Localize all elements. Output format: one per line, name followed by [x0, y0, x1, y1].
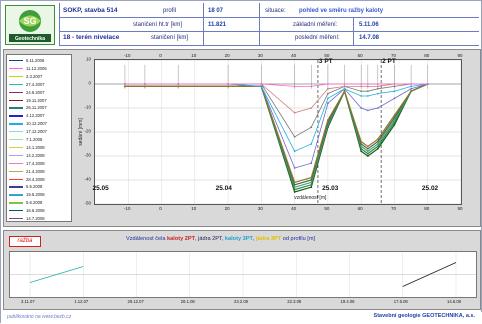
- legend-label: 17.12.2007: [26, 129, 47, 135]
- legend-item: [9, 89, 71, 96]
- settlement-chart: [3, 49, 481, 227]
- x-tick-label: 1.12.07: [74, 299, 89, 304]
- legend-swatch: [9, 60, 23, 61]
- profil-label: profil: [163, 8, 177, 14]
- series-point: [360, 146, 362, 148]
- series-point: [310, 177, 312, 179]
- legend-swatch: [9, 100, 23, 101]
- jadra-3pt-label: jádra 3PT: [255, 236, 282, 242]
- series-point: [327, 119, 329, 121]
- legend-item: [9, 81, 71, 88]
- series-point: [377, 146, 379, 148]
- series-point: [294, 191, 296, 193]
- divider: [59, 3, 60, 46]
- x-tick-label-bottom: 40: [291, 206, 297, 211]
- series-point: [310, 126, 312, 128]
- series-point: [377, 83, 379, 85]
- series-point: [144, 83, 146, 85]
- divider: [59, 17, 479, 18]
- series-point: [294, 184, 296, 186]
- legend-item: [9, 112, 71, 119]
- series-point: [360, 90, 362, 92]
- series-point: [427, 83, 429, 85]
- x-tick-label-bottom: 10: [191, 206, 197, 211]
- y-tick-label: -10: [84, 104, 91, 110]
- series-point: [294, 86, 296, 88]
- stan-label: staničení [km]: [151, 35, 189, 41]
- x-tick-label: 23.2.08: [234, 299, 248, 304]
- series-point: [344, 86, 346, 88]
- x-tick-label-bottom: 50: [324, 206, 330, 211]
- series-point: [344, 88, 346, 90]
- series-point: [360, 143, 362, 145]
- legend-label: 27.4.2007: [26, 81, 45, 87]
- series-point: [377, 141, 379, 143]
- legend-item: [9, 128, 71, 135]
- series-point: [310, 186, 312, 188]
- excavation-panel: [3, 230, 481, 310]
- series-point: [394, 98, 396, 100]
- series-point: [377, 88, 379, 90]
- divider: [353, 17, 354, 46]
- series-point: [294, 136, 296, 138]
- profil-value: 18 07: [208, 8, 224, 14]
- legend-label: 11.12.2006: [26, 65, 47, 71]
- legend-item: [9, 104, 71, 111]
- x-tick-label: 26.1.08: [180, 299, 195, 304]
- x-tick-label-bottom: -10: [124, 206, 131, 211]
- series-point: [227, 83, 229, 85]
- legend-item: [9, 144, 71, 151]
- series-point: [367, 150, 369, 152]
- series-point: [177, 86, 179, 88]
- razba-label: ražba: [9, 236, 41, 247]
- series-point: [144, 86, 146, 88]
- divider: [59, 31, 479, 32]
- divider: [59, 45, 479, 46]
- series-point: [377, 86, 379, 88]
- title-prefix: Vzdálenost čela: [126, 236, 168, 242]
- series-point: [367, 83, 369, 85]
- legend-item: [9, 65, 71, 72]
- series-point: [327, 102, 329, 104]
- series-point: [360, 148, 362, 150]
- series-point: [367, 148, 369, 150]
- x-tick-label-top: 50: [324, 53, 330, 58]
- x-tick-label-bottom: 30: [257, 206, 263, 211]
- x-tick-label-top: 10: [191, 53, 197, 58]
- title-suffix: od profilu [m]: [281, 236, 316, 242]
- x-tick-label-bottom: 0: [159, 206, 162, 211]
- legend-label: 5.6.2008: [26, 200, 43, 206]
- series-point: [294, 150, 296, 152]
- series-point: [310, 162, 312, 164]
- series-point: [227, 86, 229, 88]
- series-point: [360, 150, 362, 152]
- svg-text:SG: SG: [23, 16, 37, 26]
- x-tick-label-top: 90: [457, 53, 463, 58]
- x-tick-label: 29.12.07: [127, 299, 144, 304]
- series-point: [310, 179, 312, 181]
- series-point: [124, 83, 126, 85]
- series-point: [377, 148, 379, 150]
- stan-ht-value: 11.821: [208, 22, 227, 28]
- series-point: [310, 143, 312, 145]
- y-tick-label: 10: [85, 56, 91, 62]
- series-point: [360, 86, 362, 88]
- footer-company: Stavební geologie GEOTECHNIKA, a.s.: [373, 313, 475, 319]
- legend-swatch: [9, 139, 23, 140]
- series-point: [377, 143, 379, 145]
- series-point: [294, 112, 296, 114]
- series-point: [310, 184, 312, 186]
- legend-label: 24.9.2007: [26, 89, 45, 95]
- station-name-label: 25.03: [322, 185, 339, 192]
- legend-item: [9, 168, 71, 175]
- series-point: [360, 141, 362, 143]
- separator: ,: [221, 236, 225, 242]
- station-name: 18 - terén nivelace: [63, 34, 120, 41]
- legend-item: [9, 136, 71, 143]
- legend-item: [9, 191, 71, 198]
- legend-item: [9, 215, 71, 222]
- posledni-value: 14.7.08: [359, 35, 380, 41]
- series-point: [294, 189, 296, 191]
- series-point: [260, 83, 262, 85]
- legend-item: [9, 152, 71, 159]
- series-point: [367, 155, 369, 157]
- series-point: [394, 114, 396, 116]
- legend-swatch: [9, 92, 23, 93]
- separator: ,: [195, 236, 199, 242]
- series-point: [327, 93, 329, 95]
- series-point: [377, 107, 379, 109]
- legend-label: 14.2.2008: [26, 152, 45, 158]
- divider: [203, 3, 204, 46]
- x-tick-label-bottom: 90: [457, 206, 463, 211]
- series-point: [377, 93, 379, 95]
- series-point: [367, 153, 369, 155]
- legend-label: 2.3.2007: [26, 73, 43, 79]
- legend-item: [9, 120, 71, 127]
- x-tick-label-top: 0: [159, 53, 162, 58]
- x-tick-label-bottom: 20: [224, 206, 230, 211]
- legend-swatch: [9, 218, 23, 219]
- series-point: [394, 86, 396, 88]
- series-point: [260, 86, 262, 88]
- legend-swatch: [9, 186, 23, 187]
- x-tick-label: 22.3.08: [287, 299, 302, 304]
- series-point: [327, 88, 329, 90]
- y-tick-label: 0: [88, 80, 91, 86]
- legend-label: 21.4.2008: [26, 168, 45, 174]
- legend-label: 5.11.2006: [26, 58, 45, 63]
- x-tick-label: 3.11.07: [21, 299, 35, 304]
- legend-swatch: [9, 84, 23, 85]
- legend-swatch: [9, 210, 23, 211]
- y-tick-label: -40: [84, 176, 91, 182]
- series-point: [294, 182, 296, 184]
- series-point: [124, 86, 126, 88]
- stan-ht-label: staničení ht.tr [km]: [133, 22, 183, 28]
- x-tick-label-bottom: 60: [357, 206, 363, 211]
- report-header: [3, 3, 481, 47]
- series-point: [367, 90, 369, 92]
- x-tick-label-bottom: 70: [390, 206, 396, 211]
- tunnel-axis-label: 3 PT: [318, 58, 333, 65]
- legend-label: 26.11.2007: [26, 105, 47, 111]
- series-point: [410, 83, 412, 85]
- legend-item: [9, 183, 71, 190]
- series-point: [360, 95, 362, 97]
- series-point: [344, 90, 346, 92]
- legend-label: 19.5.2008: [26, 192, 45, 198]
- x-tick-label: 14.6.08: [447, 299, 461, 304]
- situace-value: pohled ve směru ražby kaloty: [299, 8, 384, 14]
- x-tick-label-top: 80: [424, 53, 430, 58]
- tunnel-axis-label: 2 PT: [382, 58, 396, 65]
- series-point: [394, 90, 396, 92]
- settlement-plot-area: [94, 59, 462, 205]
- legend-label: 4.12.2007: [26, 113, 45, 119]
- company-logo: [5, 5, 55, 45]
- legend-label: 17.4.2008: [26, 160, 45, 166]
- legend-label: 10.12.2007: [26, 121, 47, 127]
- y-tick-label: -50: [84, 200, 91, 206]
- x-tick-label-top: 40: [291, 53, 297, 58]
- legend-label: 7.1.2008: [26, 137, 43, 142]
- x-tick-label-top: 30: [257, 53, 263, 58]
- legend-swatch: [9, 123, 23, 124]
- legend-item: [9, 199, 71, 206]
- legend-swatch: [9, 163, 23, 164]
- series-point: [294, 186, 296, 188]
- series-point: [410, 90, 412, 92]
- legend-item: [9, 97, 71, 104]
- legend-swatch: [9, 147, 23, 148]
- legend-swatch: [9, 131, 23, 132]
- footer-source: publikováno na www.bezb.cz: [7, 314, 72, 320]
- series-point: [410, 86, 412, 88]
- series-point: [177, 83, 179, 85]
- legend-label: 28.4.2008: [26, 176, 45, 182]
- series-point: [327, 83, 329, 85]
- x-tick-label-top: 20: [224, 53, 230, 58]
- series-point: [344, 83, 346, 85]
- x-tick-label-top: 60: [357, 53, 363, 58]
- legend-swatch: [9, 202, 23, 203]
- x-tick-label-bottom: 80: [424, 206, 430, 211]
- divider: [259, 3, 260, 46]
- legend-item: [9, 207, 71, 214]
- legend-swatch: [9, 115, 23, 116]
- zakladni-label: základní měření:: [293, 22, 338, 28]
- legend-label: 14.7.2008: [26, 216, 45, 221]
- series-point: [360, 107, 362, 109]
- legend-swatch: [9, 76, 23, 77]
- x-axis-label: vzdálenost [m]: [294, 195, 327, 201]
- jadra-2pt-label: jádra 2PT: [198, 236, 222, 242]
- series-point: [377, 138, 379, 140]
- series-point: [310, 182, 312, 184]
- series-point: [394, 83, 396, 85]
- series-point: [367, 95, 369, 97]
- legend-swatch: [9, 171, 23, 172]
- legend-swatch: [9, 194, 23, 195]
- project-title: SOKP, stavba 514: [63, 7, 118, 14]
- posledni-label: poslední měření:: [295, 35, 340, 41]
- series-point: [410, 88, 412, 90]
- series-point: [310, 86, 312, 88]
- legend-swatch: [9, 107, 23, 108]
- situace-label: situace:: [265, 8, 286, 14]
- svg-text:Geotechnika: Geotechnika: [14, 36, 46, 42]
- y-axis-label: sedání [mm]: [78, 118, 84, 146]
- x-tick-label: 19.4.08: [340, 299, 355, 304]
- legend-swatch: [9, 179, 23, 180]
- series-point: [367, 110, 369, 112]
- chart-legend: [6, 54, 72, 222]
- series-point: [294, 167, 296, 169]
- series-point: [367, 86, 369, 88]
- legend-label: 5.5.2008: [26, 184, 43, 190]
- station-name-label: 25.04: [215, 185, 232, 192]
- legend-swatch: [9, 68, 23, 69]
- legend-label: 14.1.2008: [26, 144, 45, 150]
- legend-item: [9, 160, 71, 167]
- legend-label: 16.6.2008: [26, 208, 45, 214]
- series-point: [367, 146, 369, 148]
- series-line: [125, 84, 428, 151]
- y-tick-label: -20: [84, 128, 91, 134]
- x-tick-label-top: -10: [124, 53, 131, 58]
- station-name-label: 25.05: [92, 185, 109, 192]
- legend-item: [9, 57, 71, 64]
- kaloty-3pt-label: kaloty 3PT: [224, 236, 253, 242]
- x-tick-label: 17.5.08: [393, 299, 408, 304]
- legend-item: [9, 73, 71, 80]
- x-tick-label-top: 70: [390, 53, 396, 58]
- legend-swatch: [9, 155, 23, 156]
- excavation-distance-title: [126, 236, 315, 242]
- page-footer: [1, 312, 482, 324]
- series-point: [327, 98, 329, 100]
- zakladni-value: 5.11.06: [359, 22, 379, 28]
- legend-label: 19.11.2007: [26, 97, 47, 103]
- series-point: [310, 107, 312, 109]
- series-point: [360, 83, 362, 85]
- kaloty-2pt-label: kaloty 2PT: [167, 236, 196, 242]
- y-tick-label: -30: [84, 152, 91, 158]
- station-name-label: 25.02: [421, 185, 439, 192]
- excavation-plot-area: [9, 251, 477, 298]
- separator: ,: [252, 236, 256, 242]
- legend-item: [9, 176, 71, 183]
